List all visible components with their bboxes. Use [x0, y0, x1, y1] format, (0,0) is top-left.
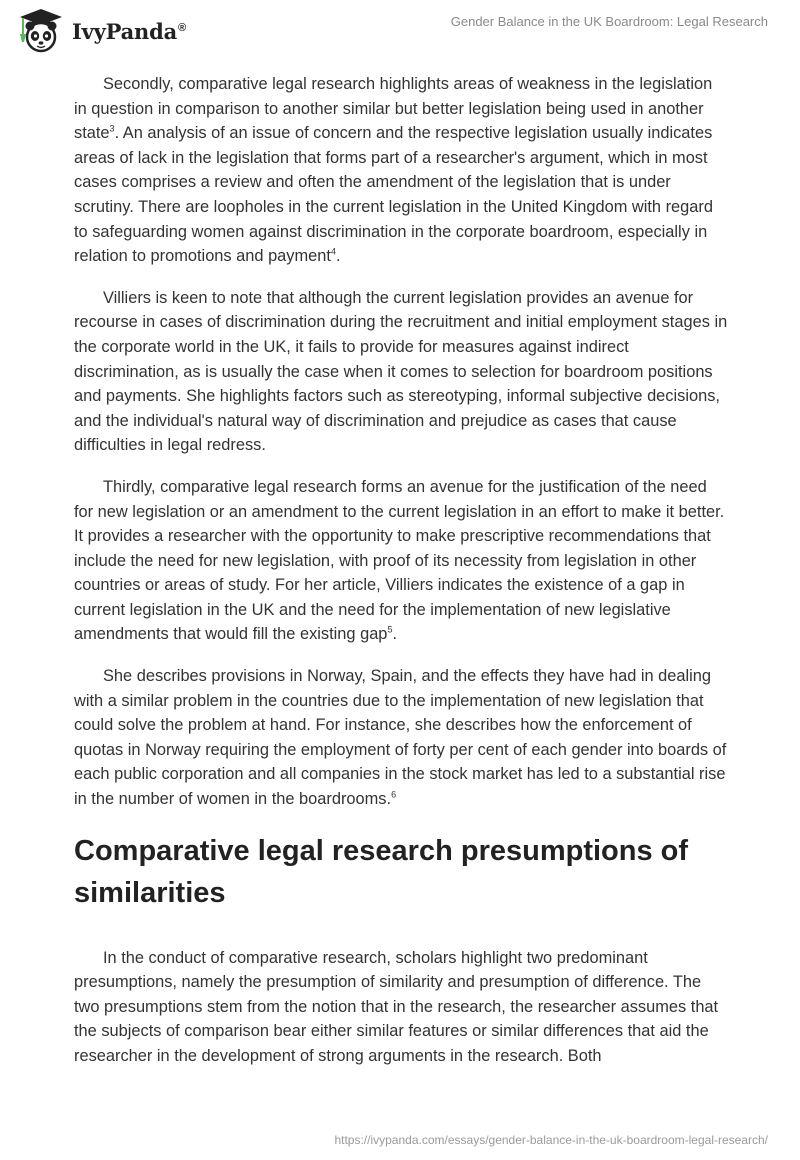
footnote-ref-5[interactable]: 5 [387, 625, 393, 635]
paragraph-3: Thirdly, comparative legal research forms an avenue for the justification of the need for new legislation or an amendment to the current legislation in an effort to make it better. It provides a researcher with the opportunity to make prescriptive recommendations that include the need for new legislation, with proof of its necessity from legislation in other countries or areas of study. For her article, Villiers indicates the existence of a gap in current legislation in the UK and the need for the implementation of new legislative amendments that would fill the existing gap$^5$. [74, 477, 725, 644]
brand-logo[interactable] [16, 6, 186, 56]
paragraph-1: Secondly, comparative legal research highlights areas of weakness in the legislation in question in comparison to another similar but better legislation being used in another state$^3$. An analysis of an issue of concern and the respective legislation usually indicates areas of lack in the legislation that forms part of a researcher's argument, which in most cases comprises a review and often the amendment of the legislation that is under scrutiny. There are loopholes in the current legislation in the United Kingdom with regard to safeguarding women against discrimination in the corporate boardroom, especially in relation to promotions and payment$^4$. [74, 75, 713, 266]
paragraph-4: She describes provisions in Norway, Spain, and the effects they have had in dealing with a similar problem in the countries due to the implementation of new legislation that could solve the problem at hand. For instance, she describes how the enforcement of quotas in Norway requiring the employment of forty per cent of each gender into boards of each public corporation and all companies in the stock market has led to a substantial rise in the number of women in the boardrooms.$^6$ [74, 667, 727, 809]
footnote-ref-6[interactable]: 6 [391, 789, 397, 800]
source-url[interactable]: https://ivypanda.com/essays/gender-balance-in-the-uk-boardroom-legal-research/ [334, 1133, 768, 1147]
section-heading: Comparative legal research presumptions of similarities [74, 834, 689, 909]
panda-graduate-logo-icon [16, 6, 66, 56]
paragraph-5: In the conduct of comparative research, scholars highlight two predominant presumptions, namely the presumption of similarity and presumption of difference. The two presumptions stem from the notion that in the research, the researcher assumes that the subjects of comparison bear either similar features or similar differences that aid the researcher in the development of strong arguments in the research. Both [74, 948, 719, 1065]
document-title: Gender Balance in the UK Boardroom: Legal Research [450, 14, 768, 29]
brand-name: IvyPanda® [72, 18, 186, 44]
registered-mark: ® [178, 21, 186, 34]
page-header [0, 0, 800, 60]
footnote-ref-4[interactable]: 4 [330, 246, 336, 257]
footnote-ref-3[interactable]: 3 [109, 123, 115, 134]
paragraph-2: Villiers is keen to note that although the current legislation provides an avenue for recourse in cases of discrimination during the recruitment and initial employment stages in the corporate world in the UK, it fails to provide for measures against indirect discrimination, as is usually the case when it comes to selection for boardroom positions and payments. She highlights factors such as stereotyping, informal subjective decisions, and the individual's natural way of discrimination and prejudice as cases that cause difficulties in legal redress. [74, 288, 728, 455]
essay-body [74, 72, 728, 1086]
